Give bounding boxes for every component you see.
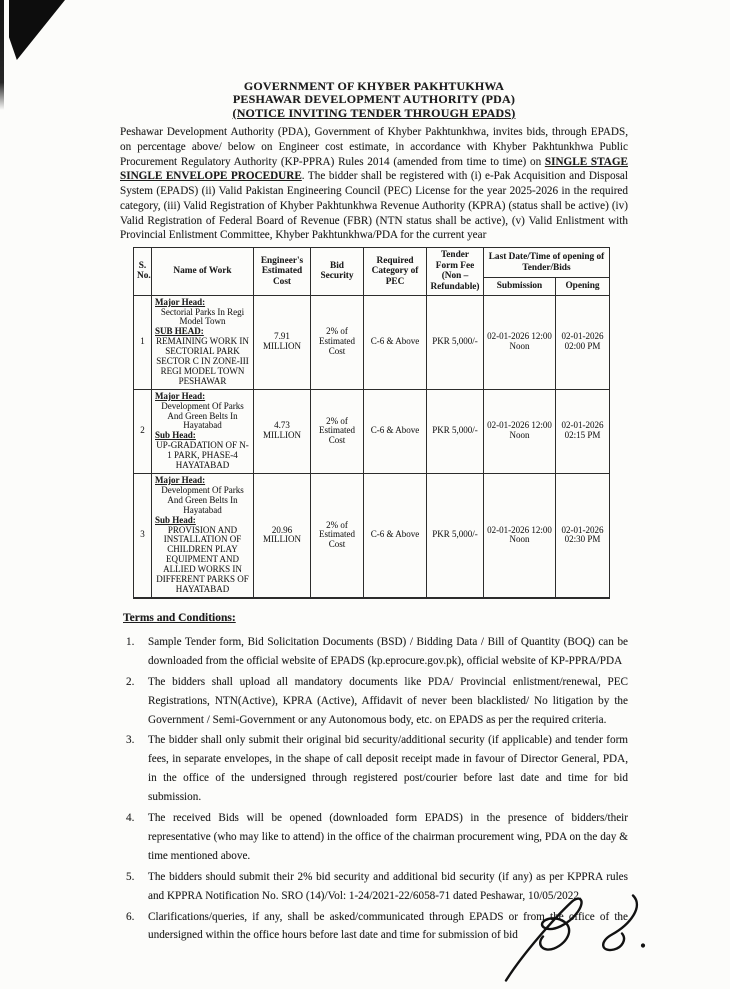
- term-number: 3.: [126, 734, 135, 747]
- cell-name-of-work: [152, 474, 254, 598]
- cell-bid-security: 2% of Estimated Cost: [311, 474, 364, 598]
- cell-sno: 2: [134, 389, 152, 473]
- cell-form-fee: PKR 5,000/-: [427, 474, 484, 598]
- terms-heading: Terms and Conditions:: [123, 611, 236, 624]
- term-item: [120, 633, 628, 671]
- header-submission: Submission: [484, 277, 556, 295]
- header-name-of-work: Name of Work: [152, 248, 254, 295]
- major-head-label: Major Head:: [155, 296, 206, 307]
- cell-bid-security: 2% of Estimated Cost: [311, 295, 364, 389]
- term-number: 5.: [126, 870, 135, 883]
- major-head-label: Major Head:: [155, 390, 206, 401]
- term-text: The received Bids will be opened (downloaded form EPADS) in the presence of bidders/their representative (who may like to attend) in the office of the chairman procurement wing, PDA on the day & time mentioned above.: [148, 812, 628, 862]
- cell-sno: 1: [134, 295, 152, 389]
- page-edge-shadow-artifact: [0, 0, 4, 110]
- page-corner-fold-artifact: [9, 0, 65, 60]
- header-estimated-cost: Engineer's Estimated Cost: [254, 248, 311, 295]
- tender-table: [133, 247, 610, 599]
- header-opening: Opening: [556, 277, 610, 295]
- cell-submission: 02-01-2026 12:00 Noon: [484, 295, 556, 389]
- cell-name-of-work: [152, 389, 254, 473]
- term-number: 6.: [126, 910, 135, 923]
- major-head-text: Development Of Parks And Green Belts In Hayatabad: [161, 400, 244, 431]
- sub-head-label: Sub Head:: [155, 514, 196, 525]
- header-tender-form-fee: Tender Form Fee (Non – Refundable): [427, 248, 484, 295]
- title-line-government: GOVERNMENT OF KHYBER PAKHTUKHWA: [243, 79, 505, 93]
- sub-head-text: UP-GRADATION OF N-1 PARK, PHASE-4 HAYATABAD: [156, 440, 249, 471]
- term-text: Clarifications/queries, if any, shall be asked/communicated through EPADS or from the office of the undersigned within the office hours before last date and time for submission of bid: [148, 910, 628, 942]
- intro-text-after: . The bidder shall be registered with (i) e-Pak Acquisition and Disposal System (EPADS) (ii) Valid Pakistan Engineering Council (PEC) License for the year 2025-2026 in the required category, (iii) Valid Registration of Khyber Pakhtunkhwa Revenue Authority (KPRA) (status shall be active) (iv) Valid Registration of Federal Board of Revenue (FBR) (NTN status shall be active), (v) Valid Enlistment with Provincial Enlistment Committee, Khyber Pakhtunkhwa/PDA for the current year: [120, 170, 628, 242]
- major-head-label: Major Head:: [155, 475, 206, 485]
- cell-opening: 02-01-2026 02:00 PM: [556, 295, 610, 389]
- handwritten-signature: [455, 878, 665, 986]
- header-bid-security: Bid Security: [311, 248, 364, 295]
- cell-form-fee: PKR 5,000/-: [427, 295, 484, 389]
- cell-estimated-cost: 4.73 MILLION: [254, 389, 311, 473]
- header-sno: S. No.: [134, 248, 152, 295]
- term-number: 1.: [126, 635, 135, 648]
- cell-sno: 3: [134, 474, 152, 598]
- document-title: [120, 80, 628, 120]
- term-item: [120, 673, 628, 730]
- sub-head-label: SUB HEAD:: [155, 326, 204, 337]
- sub-head-text: REMAINING WORK IN SECTORIAL PARK SECTOR C IN ZONE-III REGI MODEL TOWN PESHAWAR: [156, 336, 249, 386]
- term-text: The bidders shall upload all mandatory documents like PDA/ Provincial enlistment/renewal, PEC Registrations, NTN(Active), KPRA (Active), Affidavit of never been blacklisted/ No litigation by the Government / Semi-Government or any Autonomous body, etc. on EPADS as per the required criteria.: [148, 675, 628, 726]
- intro-procedure-emphasis: SINGLE STAGE SINGLE ENVELOPE PROCEDURE: [120, 155, 628, 183]
- term-item: [120, 809, 628, 866]
- table-row: [134, 389, 610, 473]
- term-number: 2.: [126, 675, 135, 688]
- table-header-row: [134, 248, 610, 278]
- header-last-date: Last Date/Time of opening of Tender/Bids: [484, 248, 610, 278]
- cell-submission: 02-01-2026 12:00 Noon: [484, 389, 556, 473]
- cell-form-fee: PKR 5,000/-: [427, 389, 484, 473]
- cell-estimated-cost: 7.91 MILLION: [254, 295, 311, 389]
- sub-head-text: PROVISION AND INSTALLATION OF CHILDREN PLAY EQUIPMENT AND ALLIED WORKS IN DIFFERENT PARKS OF HAYATABAD: [156, 524, 249, 594]
- cell-submission: 02-01-2026 12:00 Noon: [484, 474, 556, 598]
- major-head-text: Sectorial Parks In Regi Model Town: [160, 306, 245, 327]
- cell-opening: 02-01-2026 02:30 PM: [556, 474, 610, 598]
- term-item: [120, 731, 628, 807]
- title-line-notice: (NOTICE INVITING TENDER THROUGH EPADS): [232, 105, 516, 120]
- cell-pec-category: C-6 & Above: [364, 389, 427, 473]
- cell-bid-security: 2% of Estimated Cost: [311, 389, 364, 473]
- cell-estimated-cost: 20.96 MILLION: [254, 474, 311, 598]
- cell-name-of-work: [152, 295, 254, 389]
- sub-head-label: Sub Head:: [155, 430, 196, 441]
- intro-paragraph: [120, 125, 628, 243]
- cell-opening: 02-01-2026 02:15 PM: [556, 389, 610, 473]
- cell-pec-category: C-6 & Above: [364, 474, 427, 598]
- title-line-authority: PESHAWAR DEVELOPMENT AUTHORITY (PDA): [232, 92, 516, 107]
- term-text: The bidders should submit their 2% bid security and additional bid security (if any) as per KPPRA rules and KPPRA Notification No. SRO (14)/Vol: 1-24/2021-22/6058-71 dated Peshawar, 10/05/2022.: [148, 870, 628, 902]
- intro-text-before: Peshawar Development Authority (PDA), Government of Khyber Pakhtunkhwa, invites bids, through EPADS, on percentage above/ below on Engineer cost estimate, in accordance with Khyber Pakhtunkhwa Public Procurement Regulatory Authority (KP-PPRA) Rules 2014 (amended from time to time) on: [120, 126, 628, 168]
- cell-pec-category: C-6 & Above: [364, 295, 427, 389]
- term-text: Sample Tender form, Bid Solicitation Documents (BSD) / Bidding Data / Bill of Quantity (BOQ) can be downloaded from the official website of EPADS (kp.eprocure.gov.pk), official website of KP-PPRA/PDA: [148, 635, 628, 667]
- term-number: 4.: [126, 812, 135, 825]
- table-row: [134, 295, 610, 389]
- table-row: [134, 474, 610, 598]
- header-pec-category: Required Category of PEC: [364, 248, 427, 295]
- document-content: [120, 0, 628, 947]
- term-text: The bidder shall only submit their original bid security/additional security (if applicable) and tender form fees, in separate envelopes, in the shape of call deposit receipt made in favour of Director General, PDA, in the office of the undersigned through registered post/courier before last date and time for bid submission.: [148, 734, 628, 804]
- major-head-text: Development Of Parks And Green Belts In Hayatabad: [161, 484, 244, 515]
